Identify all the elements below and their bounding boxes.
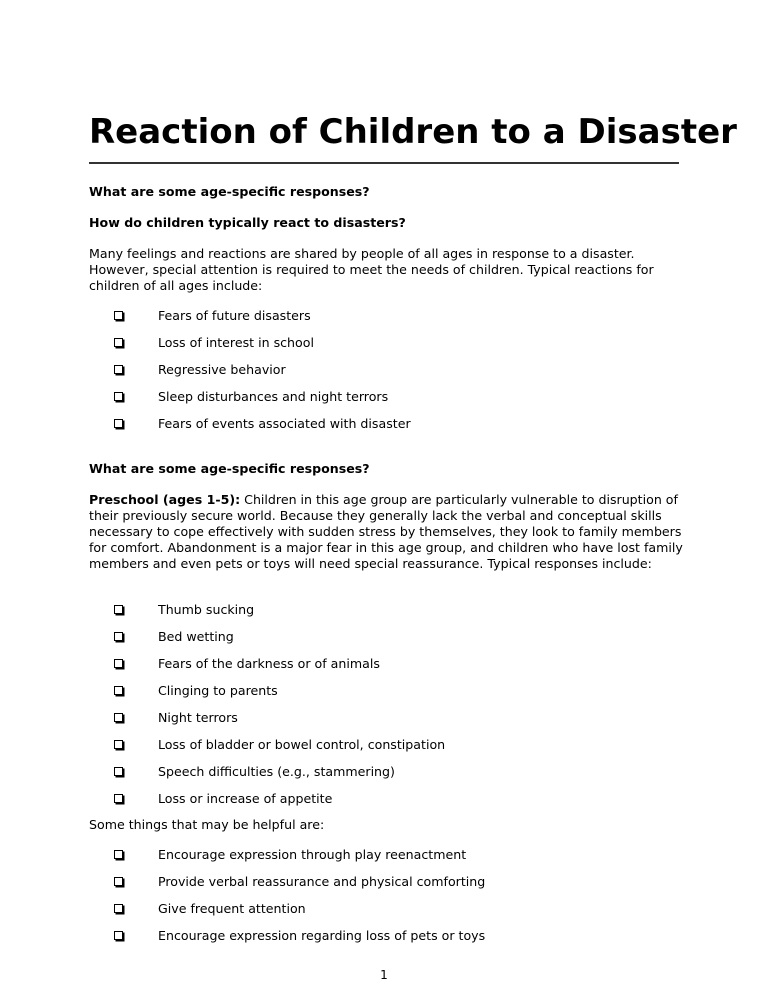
checkbox-icon [114,931,123,940]
helpful-intro: Some things that may be helpful are: [89,817,325,832]
list-item: Clinging to parents [89,683,445,710]
checkbox-icon [114,794,123,803]
list-item: Fears of events associated with disaster [89,416,411,443]
checkbox-icon [114,392,123,401]
page-number: 1 [380,968,388,982]
checkbox-icon [114,365,123,374]
heading-age-specific-2: What are some age-specific responses? [89,461,370,476]
heading-age-specific: What are some age-specific responses? [89,184,370,199]
checkbox-icon [114,904,123,913]
checkbox-icon [114,659,123,668]
list-item: Give frequent attention [89,901,485,928]
typical-reactions-list [89,308,411,443]
checkbox-icon [114,877,123,886]
helpful-list [89,847,485,955]
list-item: Sleep disturbances and night terrors [89,389,411,416]
checkbox-icon [114,713,123,722]
list-item: Loss of interest in school [89,335,411,362]
intro-paragraph: Many feelings and reactions are shared by people of all ages in response to a disaster. However, special attention is required to meet the needs of children. Typical reactions for children of all ages include: [89,246,654,293]
preschool-label: Preschool (ages 1-5): [89,492,241,507]
preschool-responses-list [89,602,445,818]
list-item: Fears of the darkness or of animals [89,656,445,683]
list-item: Encourage expression through play reenactment [89,847,485,874]
page-title: Reaction of Children to a Disaster [89,112,737,152]
list-item: Loss or increase of appetite [89,791,445,818]
list-item: Speech difficulties (e.g., stammering) [89,764,445,791]
checkbox-icon [114,338,123,347]
list-item: Bed wetting [89,629,445,656]
list-item: Night terrors [89,710,445,737]
checkbox-icon [114,419,123,428]
list-item: Loss of bladder or bowel control, constipation [89,737,445,764]
checkbox-icon [114,850,123,859]
list-item: Provide verbal reassurance and physical comforting [89,874,485,901]
list-item: Thumb sucking [89,602,445,629]
heading-how-react: How do children typically react to disasters? [89,215,406,230]
checkbox-icon [114,632,123,641]
preschool-paragraph [89,492,689,572]
list-item: Fears of future disasters [89,308,411,335]
title-divider [89,162,679,164]
checkbox-icon [114,605,123,614]
checkbox-icon [114,767,123,776]
checkbox-icon [114,740,123,749]
preschool-text: Children in this age group are particularly vulnerable to disruption of their previously secure world. Because they generally lack the verbal and conceptual skills necessary to cope effectively with sudden stress by themselves, they look to family members for comfort. Abandonment is a major fear in this age group, and children who have lost family members and even pets or toys will need special reassurance. Typical responses include: [89,492,683,571]
list-item: Regressive behavior [89,362,411,389]
list-item: Encourage expression regarding loss of pets or toys [89,928,485,955]
checkbox-icon [114,311,123,320]
checkbox-icon [114,686,123,695]
